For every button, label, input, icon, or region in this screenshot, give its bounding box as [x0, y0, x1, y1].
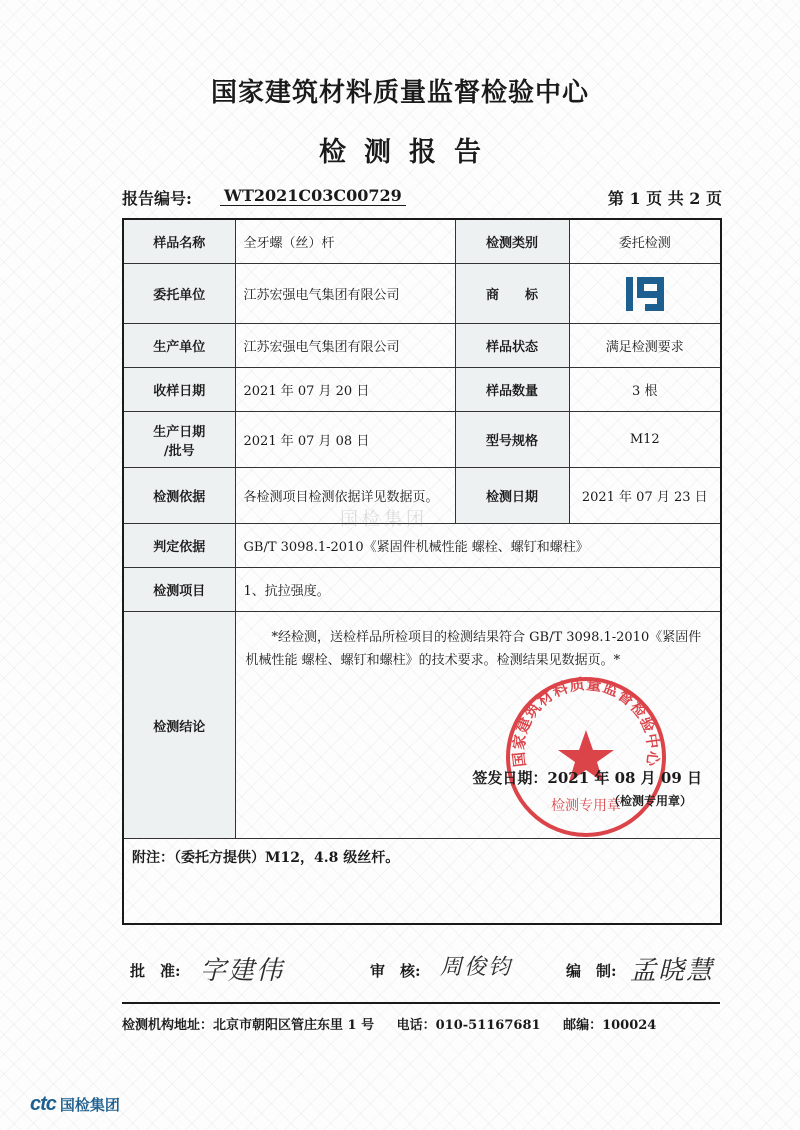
footer-logo-text: 国检集团 [59, 1096, 120, 1114]
note-cell [123, 839, 721, 925]
postcode: 邮编：100024 [563, 1018, 657, 1033]
note-text: 附注：（委托方提供）M12，4.8 级丝杆。 [132, 850, 400, 866]
criteria-value: GB/T 3098.1-2010《紧固件机械性能 螺栓、螺钉和螺柱》 [235, 524, 721, 568]
sample-name-label: 样品名称 [123, 219, 235, 264]
test-type-value: 委托检测 [569, 219, 721, 264]
seal-note: （检测专用章） [607, 794, 692, 808]
trademark-logo-icon [623, 274, 667, 314]
footer-logo [30, 1093, 120, 1115]
doc-title: 检测报告 [319, 137, 499, 168]
approve-label: 批 准: [130, 962, 181, 980]
ctc-logo-icon: ctc [30, 1092, 56, 1115]
footer-divider [122, 1002, 720, 1004]
review-label: 审 核: [370, 962, 421, 980]
report-number-value: WT2021C03C00729 [220, 186, 406, 206]
compile-signature: 孟晓慧 [630, 956, 715, 986]
address-row [122, 1014, 720, 1033]
production-date-label [123, 412, 235, 468]
report-number-label: 报告编号: [122, 189, 192, 208]
compile-label: 编 制: [566, 962, 617, 980]
seal-text: 国家建筑材料质量监督检验中心 [509, 674, 662, 768]
trademark-cell [569, 264, 721, 324]
issue-date: 签发日期：2021 年 08 月 09 日 [472, 769, 702, 787]
conclusion-cell [235, 612, 721, 839]
producer-value: 江苏宏强电气集团有限公司 [235, 324, 455, 368]
trademark-label: 商 标 [455, 264, 569, 324]
producer-label: 生产单位 [123, 324, 235, 368]
production-date-value: 2021 年 07 月 08 日 [235, 412, 455, 468]
test-date-value: 2021 年 07 月 23 日 [569, 468, 721, 524]
client-label: 委托单位 [123, 264, 235, 324]
model-label: 型号规格 [455, 412, 569, 468]
receive-date-label: 收样日期 [123, 368, 235, 412]
official-seal [501, 672, 671, 842]
sample-state-label: 样品状态 [455, 324, 569, 368]
sample-qty-label: 样品数量 [455, 368, 569, 412]
test-date-label: 检测日期 [455, 468, 569, 524]
signature-row [130, 950, 730, 990]
model-value: M12 [569, 412, 721, 468]
sample-name-value: 全牙螺（丝）杆 [235, 219, 455, 264]
basis-label: 检测依据 [123, 468, 235, 524]
sample-qty-value: 3 根 [569, 368, 721, 412]
address: 检测机构地址：北京市朝阳区管庄东里 1 号 [122, 1018, 375, 1033]
items-label: 检测项目 [123, 568, 235, 612]
basis-value: 各检测项目检测依据详见数据页。 [235, 468, 455, 524]
seal-sub-text: 检测专用章 [550, 798, 621, 814]
watermark: 国检集团 [340, 509, 428, 530]
conclusion-label: 检测结论 [123, 612, 235, 839]
items-value: 1、抗拉强度。 [235, 568, 721, 612]
report-table [122, 218, 722, 925]
conclusion-text: *经检测，送检样品所检项目的检测结果符合 GB/T 3098.1-2010《紧固件机械性能 螺栓、螺钉和螺柱》的技术要求。检测结果见数据页。* [245, 630, 702, 668]
report-number-row [122, 186, 722, 210]
sample-state-value: 满足检测要求 [569, 324, 721, 368]
receive-date-value: 2021 年 07 月 20 日 [235, 368, 455, 412]
test-type-label: 检测类别 [455, 219, 569, 264]
review-signature: 周俊钧 [440, 955, 513, 980]
production-date-label-line1: 生产日期 [153, 424, 206, 440]
phone: 电话：010-51167681 [396, 1018, 541, 1033]
page-count: 第 1 页 共 2 页 [607, 189, 722, 208]
client-value: 江苏宏强电气集团有限公司 [235, 264, 455, 324]
org-title: 国家建筑材料质量监督检验中心 [210, 78, 589, 108]
criteria-label: 判定依据 [123, 524, 235, 568]
production-date-label-line2: /批号 [163, 443, 195, 459]
approve-signature: 字建伟 [200, 956, 285, 986]
